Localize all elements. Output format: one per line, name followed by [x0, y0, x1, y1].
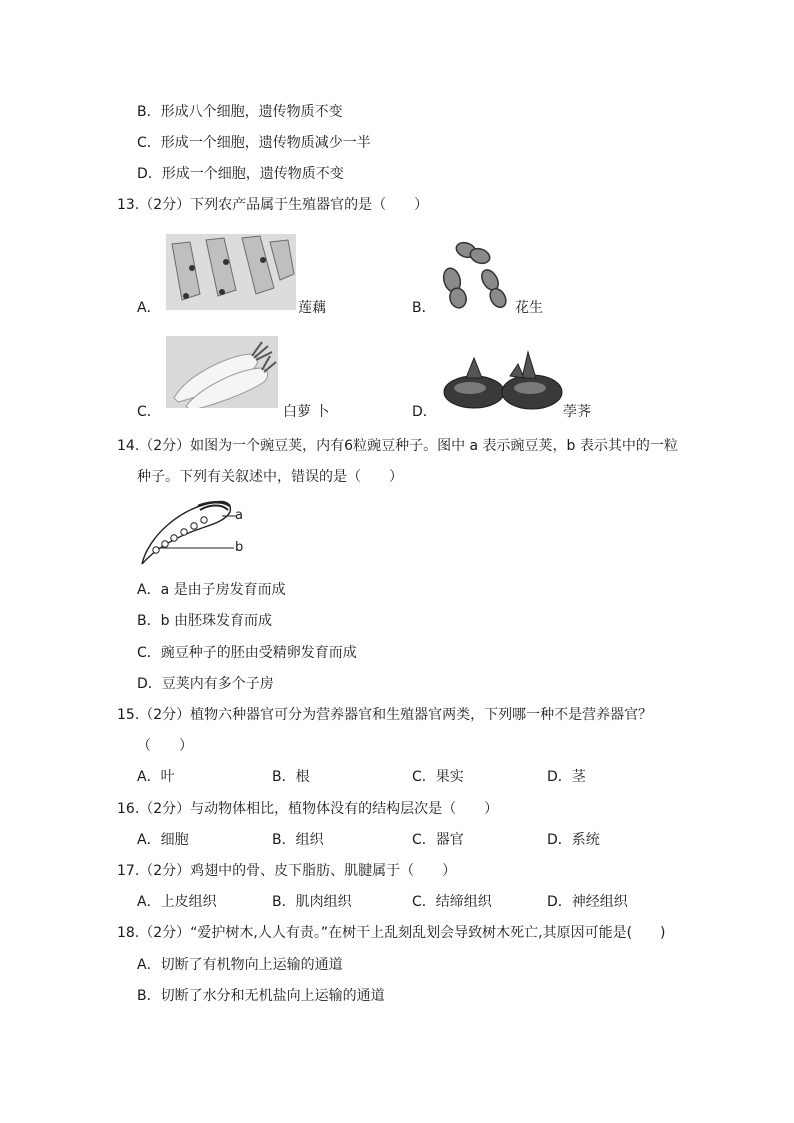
q14-label-a: a: [235, 508, 243, 523]
q14-option-d: D．豆荚内有多个子房: [137, 676, 274, 692]
q17-stem: 17.（2分）鸡翅中的骨、皮下脂肪、肌腱属于（ ）: [117, 863, 457, 879]
q14-option-c: C．豌豆种子的胚由受精卵发育而成: [137, 645, 357, 661]
q15-option-b: B．根: [272, 769, 310, 785]
q18-option-b: B．切断了水分和无机盐向上运输的通道: [137, 988, 385, 1004]
q15-option-d: D．茎: [547, 769, 586, 785]
q14-option-a: A．a 是由子房发育而成: [137, 582, 286, 598]
lotus-root-image: [166, 234, 296, 310]
q15-stem-line2: （ ）: [137, 738, 193, 754]
q14-stem-line1: 14.（2分）如图为一个豌豆荚，内有6粒豌豆种子。图中 a 表示豌豆荚，b 表示其中的一粒: [117, 438, 678, 454]
q14-label-b: b: [235, 540, 244, 555]
q13-stem: 13.（2分）下列农产品属于生殖器官的是（ ）: [117, 197, 429, 213]
q13-option-d-name: 荸荠: [563, 404, 591, 420]
q16-option-a: A．细胞: [137, 832, 189, 848]
q13-option-c-name: 白萝 卜: [283, 404, 330, 420]
peanut-image: [436, 236, 516, 312]
q16-option-d: D．系统: [547, 832, 600, 848]
water-chestnut-image: [438, 348, 566, 412]
q18-stem: 18.（2分）“爱护树木,人人有责。”在树干上乱刻乱划会导致树木死亡,其原因可能是( ): [117, 925, 666, 941]
q17-option-b: B．肌肉组织: [272, 894, 352, 910]
q18-option-a: A．切断了有机物向上运输的通道: [137, 957, 343, 973]
q13-option-c-letter: C．: [137, 404, 161, 420]
q16-option-c: C．器官: [412, 832, 464, 848]
q16-options: [137, 830, 737, 850]
q16-stem: 16.（2分）与动物体相比，植物体没有的结构层次是（ ）: [117, 801, 499, 817]
q17-option-c: C．结缔组织: [412, 894, 492, 910]
q14-option-b: B．b 由胚珠发育而成: [137, 613, 272, 629]
q15-options: [137, 767, 737, 787]
q15-option-a: A．叶: [137, 769, 175, 785]
q17-options: [137, 892, 737, 912]
q17-option-a: A．上皮组织: [137, 894, 217, 910]
q12-option-c: C．形成一个细胞，遗传物质减少一半: [137, 135, 371, 151]
q14-stem-line2: 种子。下列有关叙述中，错误的是（ ）: [137, 469, 403, 485]
q13-option-a-name: 莲藕: [298, 300, 326, 316]
q13-option-d-letter: D．: [412, 404, 437, 420]
q13-option-b-letter: B．: [412, 300, 436, 316]
q13-option-b-name: 花生: [515, 300, 543, 316]
q16-option-b: B．组织: [272, 832, 324, 848]
q15-stem-line1: 15.（2分）植物六种器官可分为营养器官和生殖器官两类，下列哪一种不是营养器官？: [117, 707, 653, 723]
q12-option-d: D．形成一个细胞，遗传物质不变: [137, 166, 344, 182]
white-radish-image: [166, 336, 278, 408]
q15-option-c: C．果实: [412, 769, 464, 785]
q12-option-b: B．形成八个细胞，遗传物质不变: [137, 104, 343, 120]
q13-option-a-letter: A．: [137, 300, 161, 316]
q17-option-d: D．神经组织: [547, 894, 628, 910]
